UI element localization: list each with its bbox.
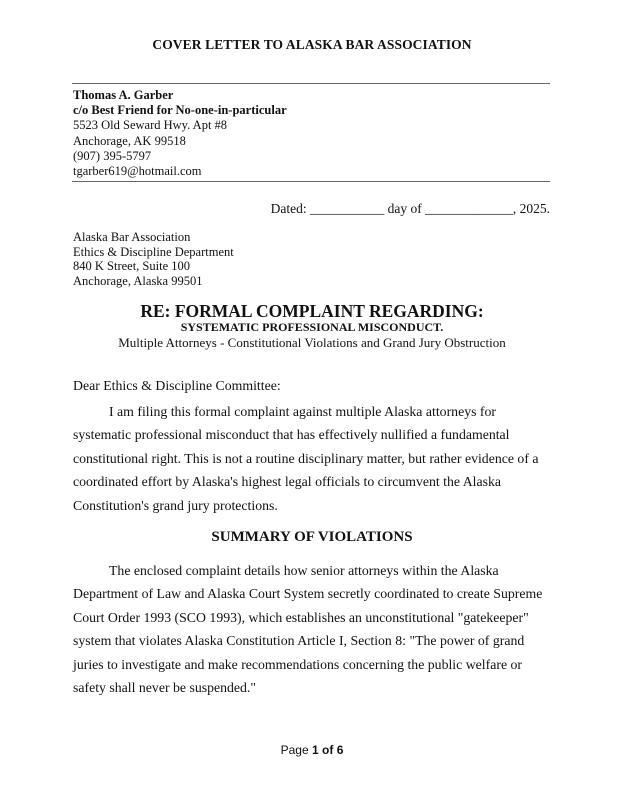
sender-phone: (907) 395-5797: [73, 148, 152, 163]
current-page-number: 1: [311, 743, 319, 757]
page-footer: [0, 743, 624, 757]
sender-address-line1: 5523 Old Seward Hwy. Apt #8: [73, 118, 228, 133]
body-paragraph-1: I am filing this formal complaint against multiple Alaska attorneys for systematic professional misconduct that has effectively nullified a fundamental constitutional right. This is not a routine disciplinary matter, but rather evidence of a coordinated effort by Alaska's highest legal officials to circumvent the Alaska Constitution's grand jury protections.: [73, 404, 539, 513]
bottom-divider: [72, 181, 550, 182]
subject-block: [0, 302, 624, 351]
subject-subtitle: SYSTEMATIC PROFESSIONAL MISCONDUCT.: [180, 320, 444, 334]
sender-email: tgarber619@hotmail.com: [73, 164, 202, 179]
section-heading: SUMMARY OF VIOLATIONS: [211, 529, 413, 545]
recipient-city: Anchorage, Alaska 99501: [73, 273, 203, 288]
body-paragraph-2: The enclosed complaint details how senior attorneys within the Alaska Department of Law and Alaska Court System secretly coordinated to create Supreme Court Order 1993 (SCO 1993), which establishes an unconstitutional "gatekeeper" system that violates Alaska Constitution Article I, Section 8: "The power of grand juries to investigate and make recommendations concerning the public welfare or safety shall never be suspended.": [73, 563, 543, 696]
sender-address-line2: Anchorage, AK 99518: [73, 133, 186, 148]
subject-description: Multiple Attorneys - Constitutional Violations and Grand Jury Obstruction: [118, 335, 506, 350]
document-title: COVER LETTER TO ALASKA BAR ASSOCIATION: [152, 37, 472, 52]
recipient-street: 840 K Street, Suite 100: [73, 259, 191, 273]
sender-block: [73, 88, 287, 179]
recipient-department: Ethics & Discipline Department: [73, 244, 234, 259]
page-label: Page: [280, 743, 309, 757]
top-divider: [72, 83, 550, 84]
dated-line: Dated: ___________ day of _____________, 2025.: [270, 201, 550, 216]
salutation: Dear Ethics & Discipline Committee:: [73, 378, 281, 393]
subject-title: RE: FORMAL COMPLAINT REGARDING:: [140, 301, 484, 321]
of-label: of: [322, 743, 334, 757]
sender-care-of: c/o Best Friend for No-one-in-particular: [73, 103, 287, 118]
recipient-org: Alaska Bar Association: [73, 230, 191, 244]
recipient-block: [73, 230, 234, 288]
total-pages-number: 6: [336, 743, 344, 757]
sender-name: Thomas A. Garber: [73, 88, 174, 102]
